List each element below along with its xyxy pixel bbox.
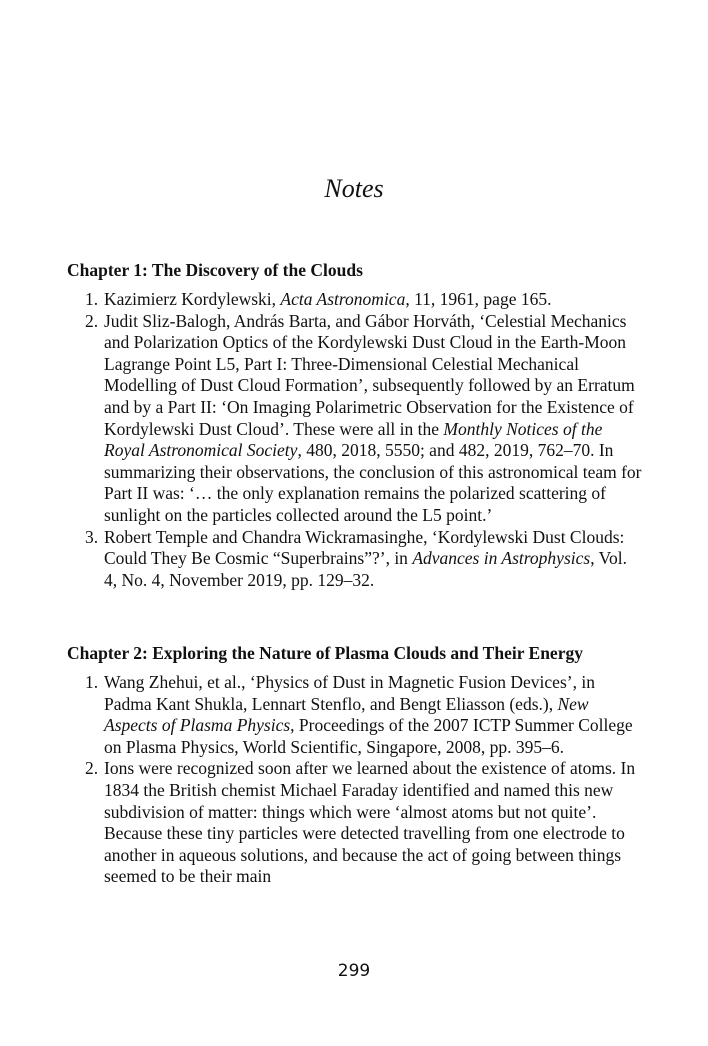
note-item [67, 311, 642, 527]
note-item [67, 527, 642, 592]
note-text: Robert Temple and Chandra Wickramasinghe, ‘Kordylewski Dust Clouds: Could They Be Cosmic “Superbrains”?’, in Advances in Astrophysics, Vol. 4, No. 4, November 2019, pp. 129–32. [104, 526, 628, 590]
note-number: 2. [85, 758, 99, 779]
page-number: 299 [337, 961, 371, 981]
note-text: Judit Sliz-Balogh, András Barta, and Gábor Horváth, ‘Celestial Mechanics and Polarization Optics of the Kordylewski Dust Cloud in the Earth-Moon Lagrange Point L5, Part I: Three-Dimensional Celestial Mechanical Modelling of Dust Cloud Formation’, subsequently followed by an Erratum and by a Part II: ‘On Imaging Polarimetric Observation for the Existence of Kordylewski Dust Cloud’. These were all in the Monthly Notices of the Royal Astronomical Society, 480, 2018, 5550; and 482, 2019, 762–70. In summarizing their observations, the conclusion of this astronomical team for Part II was: ‘… the only explanation remains the polarized scattering of sunlight on the particles collected around the L5 point.’ [104, 310, 642, 525]
note-number: 3. [85, 526, 99, 547]
note-number: 1. [85, 289, 99, 309]
note-item [67, 289, 642, 311]
note-item [67, 758, 642, 888]
note-text: Kazimierz Kordylewski, Acta Astronomica, 11, 1961, page 165. [104, 289, 552, 309]
note-number: 2. [85, 310, 99, 331]
note-text: Ions were recognized soon after we learned about the existence of atoms. In 1834 the British chemist Michael Faraday identified and named this new subdivision of matter: things which were ‘almost atoms but not quite’. Because these tiny particles were detected travelling from one electrode to another in aqueous solutions, and because the act of going between things seemed to be their main [104, 758, 636, 887]
page-title: Notes [324, 174, 384, 203]
chapter-1-heading: Chapter 1: The Discovery of the Clouds [67, 260, 363, 280]
chapter-1-section [67, 259, 642, 591]
note-number: 1. [85, 672, 99, 692]
note-text: Wang Zhehui, et al., ‘Physics of Dust in Magnetic Fusion Devices’, in Padma Kant Shukla, Lennart Stenflo, and Bengt Eliasson (eds.), New Aspects of Plasma Physics, Proceedings of the 2007 ICTP Summer College on Plasma Physics, World Scientific, Singapore, 2008, pp. 395–6. [104, 672, 633, 757]
chapter-2-section [67, 642, 642, 888]
chapter-2-heading: Chapter 2: Exploring the Nature of Plasma Clouds and Their Energy [67, 643, 583, 663]
chapter-1-notes-list [67, 289, 642, 591]
chapter-2-notes-list [67, 672, 642, 888]
note-item [67, 672, 642, 758]
